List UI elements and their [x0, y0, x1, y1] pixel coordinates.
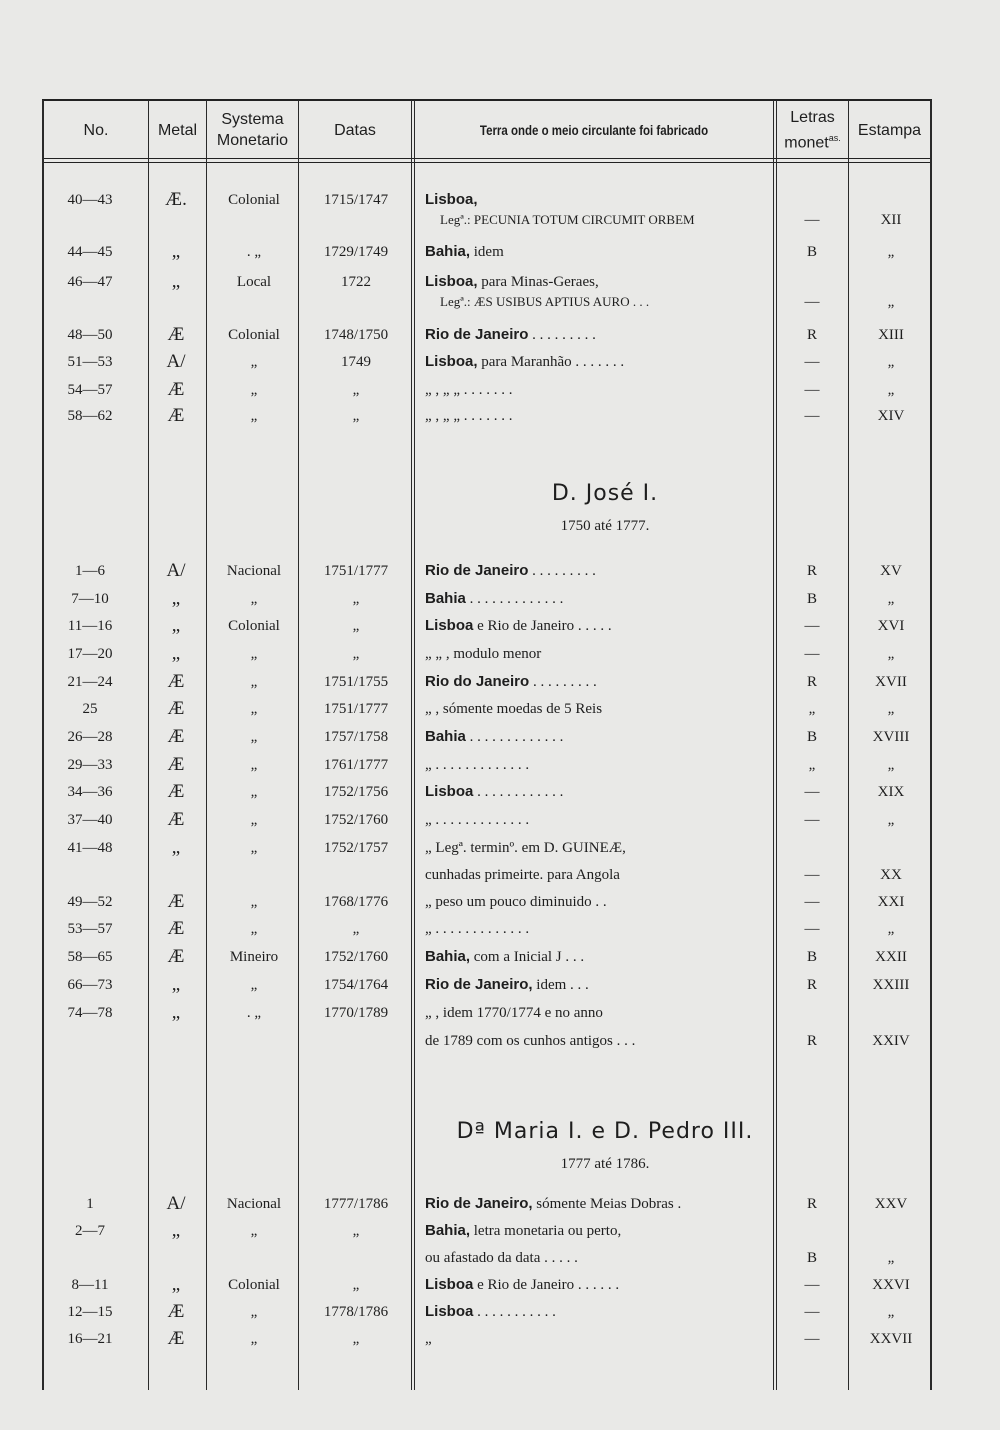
cell-no: 58—62 — [67, 408, 113, 424]
cell-sistema: „ — [250, 784, 258, 800]
cell-terra — [425, 1298, 775, 1326]
header-estampa: Estampa — [857, 121, 922, 139]
cell-sistema: . „ — [246, 1005, 262, 1021]
cell-no: 2—7 — [75, 1223, 105, 1239]
cell-letras: R — [806, 563, 817, 579]
cell-datas: „ — [352, 1331, 360, 1347]
cell-metal: Æ — [167, 781, 185, 802]
cell-metal: Æ — [167, 809, 185, 830]
table-row — [0, 915, 1000, 943]
cell-datas: 1715/1747 — [323, 192, 389, 208]
cell-sistema: „ — [250, 701, 258, 717]
terra-text: . . . . . . . . . . . . . — [469, 729, 564, 745]
cell-letras: — — [804, 408, 820, 424]
cell-metal: A/ — [166, 1193, 186, 1214]
cell-no: 74—78 — [67, 1005, 113, 1021]
table-row — [0, 806, 1000, 834]
cell-terra — [425, 1217, 775, 1245]
cell-sistema: Nacional — [226, 1196, 282, 1212]
cell-datas: „ — [352, 382, 360, 398]
cell-letras: — — [804, 382, 820, 398]
header-letras: Letras monet$^{as.}$ — [784, 108, 841, 152]
terra-text: „ peso um pouco diminuido . . — [425, 894, 607, 910]
cell-no: 11—16 — [67, 618, 113, 634]
terra-text: „ „ , modulo menor — [425, 646, 542, 662]
header-bottom-border-2 — [42, 162, 932, 163]
cell-datas: „ — [352, 1223, 360, 1239]
cell-estampa: „ — [887, 701, 895, 717]
cell-estampa: „ — [887, 354, 895, 370]
cell-letras: „ — [808, 757, 816, 773]
cell-metal: Æ — [167, 405, 185, 426]
cell-metal: „ — [171, 615, 181, 636]
section-dates: 1750 até 1777. — [560, 518, 650, 534]
place-name: Lisboa — [425, 1303, 474, 1320]
cell-no: 66—73 — [67, 977, 113, 993]
table-row — [0, 861, 1000, 889]
cell-datas: 1722 — [341, 274, 371, 290]
cell-datas: 1751/1755 — [323, 674, 389, 690]
table-row — [0, 1244, 1000, 1272]
cell-no: 8—11 — [71, 1277, 109, 1293]
cell-estampa: XVII — [875, 674, 907, 690]
cell-datas: 1754/1764 — [323, 977, 389, 993]
place-name: Lisboa — [425, 617, 474, 634]
terra-text: sómente Meias Dobras . — [536, 1196, 682, 1212]
terra-text: Legª.: PECUNIA TOTUM CIRCUMIT ORBEM — [440, 212, 695, 227]
terra-text: idem — [473, 244, 504, 260]
place-name: Bahia, — [425, 1222, 471, 1239]
cell-metal: „ — [171, 1220, 181, 1241]
header-terra: Terra onde o meio circulante foi fabricado — [479, 121, 709, 138]
cell-terra — [425, 288, 790, 316]
cell-datas: 1749 — [341, 354, 371, 370]
cell-terra — [425, 376, 775, 404]
cell-datas: 1752/1756 — [323, 784, 389, 800]
cell-terra — [425, 1190, 775, 1218]
table-row — [0, 288, 1000, 316]
table-row — [0, 206, 1000, 234]
header-metal: Metal — [157, 121, 198, 139]
cell-estampa: XVIII — [872, 729, 910, 745]
table-row — [0, 1190, 1000, 1218]
cell-letras: R — [806, 1033, 817, 1049]
cell-estampa: XXIII — [872, 977, 910, 993]
terra-text: „ , „ „ . . . . . . . — [425, 408, 513, 424]
terra-text: „ , idem 1770/1774 e no anno — [425, 1005, 603, 1021]
cell-letras: — — [804, 354, 820, 370]
cell-letras: R — [806, 1196, 817, 1212]
cell-estampa: XII — [880, 212, 902, 228]
cell-datas: 1751/1777 — [323, 701, 389, 717]
cell-no: 46—47 — [67, 274, 113, 290]
place-name: Bahia, — [425, 243, 471, 260]
cell-letras: — — [804, 1277, 820, 1293]
cell-sistema: „ — [250, 354, 258, 370]
section-dates: 1777 até 1786. — [560, 1156, 650, 1172]
cell-no: 40—43 — [67, 192, 113, 208]
cell-no: 7—10 — [71, 591, 109, 607]
cell-sistema: „ — [250, 921, 258, 937]
cell-no: 26—28 — [67, 729, 113, 745]
cell-no: 34—36 — [67, 784, 113, 800]
cell-sistema: „ — [250, 591, 258, 607]
cell-terra — [425, 321, 775, 349]
terra-text: „ . . . . . . . . . . . . . — [425, 757, 530, 773]
cell-sistema: „ — [250, 894, 258, 910]
place-name: Rio de Janeiro, — [425, 976, 533, 993]
place-name: Rio de Janeiro — [425, 562, 529, 579]
cell-sistema: Colonial — [228, 192, 280, 208]
terra-text: para Minas-Geraes, — [481, 274, 599, 290]
cell-datas: „ — [352, 591, 360, 607]
cell-sistema: „ — [250, 1304, 258, 1320]
cell-terra — [425, 668, 775, 696]
table-row — [0, 612, 1000, 640]
cell-terra — [425, 915, 775, 943]
cell-letras: B — [806, 729, 817, 745]
cell-no: 44—45 — [67, 244, 113, 260]
cell-sistema: Colonial — [228, 327, 280, 343]
cell-terra — [425, 612, 775, 640]
cell-metal: „ — [171, 271, 181, 292]
cell-metal: „ — [171, 1274, 181, 1295]
cell-datas: 1768/1776 — [323, 894, 389, 910]
cell-datas: 1761/1777 — [323, 757, 389, 773]
place-name: Bahia — [425, 590, 466, 607]
cell-terra — [425, 585, 775, 613]
section-title: D. José I. — [551, 481, 659, 506]
cell-datas: „ — [352, 646, 360, 662]
cell-letras: R — [806, 327, 817, 343]
cell-no: 16—21 — [67, 1331, 113, 1347]
cell-letras: — — [804, 812, 820, 828]
place-name: Lisboa, — [425, 273, 478, 290]
header-no: No. — [83, 121, 109, 139]
table-row — [0, 640, 1000, 668]
table-row — [0, 1027, 1000, 1055]
cell-datas: 1770/1789 — [323, 1005, 389, 1021]
cell-sistema: „ — [250, 1223, 258, 1239]
cell-terra — [425, 834, 775, 862]
table-row — [0, 348, 1000, 376]
header-datas: Datas — [334, 121, 376, 139]
cell-no: 1—6 — [75, 563, 105, 579]
table-row — [0, 778, 1000, 806]
cell-letras: — — [804, 618, 820, 634]
cell-sistema: Mineiro — [229, 949, 279, 965]
table-row — [0, 585, 1000, 613]
cell-terra — [425, 238, 775, 266]
cell-letras: „ — [808, 701, 816, 717]
terra-text: e Rio de Janeiro . . . . . . — [477, 1277, 620, 1293]
cell-terra — [425, 640, 775, 668]
cell-estampa: „ — [887, 244, 895, 260]
cell-estampa: XVI — [877, 618, 905, 634]
table-row — [0, 557, 1000, 585]
cell-letras: B — [806, 244, 817, 260]
cell-letras: — — [804, 1304, 820, 1320]
cell-estampa: „ — [887, 591, 895, 607]
cell-terra — [425, 1027, 775, 1055]
cell-sistema: Colonial — [228, 618, 280, 634]
cell-sistema: „ — [250, 646, 258, 662]
cell-no: 58—65 — [67, 949, 113, 965]
cell-letras: — — [804, 212, 820, 228]
cell-no: 49—52 — [67, 894, 113, 910]
cell-sistema: Local — [236, 274, 272, 290]
terra-text: Legª.: ÆS USIBUS APTIUS AURO . . . — [440, 294, 650, 309]
cell-estampa: XXI — [877, 894, 905, 910]
terra-text: . . . . . . . . . . . . . — [469, 591, 564, 607]
cell-metal: Æ — [167, 918, 185, 939]
cell-terra — [425, 943, 775, 971]
cell-sistema: „ — [250, 729, 258, 745]
cell-datas: 1752/1760 — [323, 949, 389, 965]
cell-datas: 1729/1749 — [323, 244, 389, 260]
cell-sistema: „ — [250, 674, 258, 690]
cell-terra — [425, 778, 775, 806]
cell-metal: A/ — [166, 560, 186, 581]
cell-estampa: „ — [887, 294, 895, 310]
cell-terra — [425, 888, 775, 916]
table-row — [0, 1271, 1000, 1299]
cell-sistema: . „ — [246, 244, 262, 260]
cell-terra — [425, 999, 775, 1027]
cell-datas: 1752/1757 — [323, 840, 389, 856]
cell-letras: R — [806, 674, 817, 690]
cell-letras: B — [806, 591, 817, 607]
cell-sistema: „ — [250, 408, 258, 424]
cell-estampa: XXII — [875, 949, 907, 965]
cell-terra — [425, 751, 775, 779]
cell-datas: 1777/1786 — [323, 1196, 389, 1212]
cell-metal: „ — [171, 1002, 181, 1023]
terra-text: . . . . . . . . . . . . — [477, 784, 564, 800]
terra-text: „ , „ „ . . . . . . . — [425, 382, 513, 398]
table-row — [0, 402, 1000, 430]
cell-estampa: „ — [887, 812, 895, 828]
cell-letras: — — [804, 867, 820, 883]
place-name: Rio de Janeiro, — [425, 1195, 533, 1212]
cell-metal: Æ — [167, 1328, 185, 1349]
cell-letras: — — [804, 784, 820, 800]
cell-sistema: Nacional — [226, 563, 282, 579]
table-row — [0, 834, 1000, 862]
table-row — [0, 751, 1000, 779]
cell-estampa: „ — [887, 646, 895, 662]
terra-text: e Rio de Janeiro . . . . . — [477, 618, 612, 634]
cell-letras: — — [804, 294, 820, 310]
cell-sistema: „ — [250, 977, 258, 993]
cell-metal: Æ — [167, 379, 185, 400]
cell-terra — [425, 723, 775, 751]
cell-metal: A/ — [166, 351, 186, 372]
terra-text: com a Inicial J . . . — [473, 949, 585, 965]
terra-text: de 1789 com os cunhos antigos . . . — [425, 1033, 636, 1049]
cell-no: 21—24 — [67, 674, 113, 690]
table-row — [0, 999, 1000, 1027]
table-row — [0, 723, 1000, 751]
cell-estampa: XIV — [877, 408, 905, 424]
terra-text: . . . . . . . . . . . — [477, 1304, 556, 1320]
cell-estampa: XXVI — [872, 1277, 910, 1293]
terra-text: „ , sómente moedas de 5 Reis — [425, 701, 603, 717]
cell-no: 25 — [82, 701, 98, 717]
table-row — [0, 1325, 1000, 1353]
cell-no: 53—57 — [67, 921, 113, 937]
cell-metal: „ — [171, 588, 181, 609]
cell-estampa: „ — [887, 757, 895, 773]
table-row — [0, 695, 1000, 723]
table-row — [0, 376, 1000, 404]
cell-no: 54—57 — [67, 382, 113, 398]
cell-terra — [425, 206, 790, 234]
cell-letras: R — [806, 977, 817, 993]
cell-sistema: „ — [250, 382, 258, 398]
terra-text: „ . . . . . . . . . . . . . — [425, 812, 530, 828]
cell-estampa: XIII — [878, 327, 904, 343]
cell-metal: Æ — [167, 324, 185, 345]
cell-metal: Æ — [167, 946, 185, 967]
cell-datas: 1748/1750 — [323, 327, 389, 343]
cell-datas: 1778/1786 — [323, 1304, 389, 1320]
terra-text: . . . . . . . . . — [532, 327, 596, 343]
terra-text: „ — [425, 1331, 432, 1347]
cell-terra — [425, 402, 775, 430]
cell-letras: — — [804, 921, 820, 937]
table-row — [0, 971, 1000, 999]
cell-datas: „ — [352, 618, 360, 634]
cell-estampa: „ — [887, 921, 895, 937]
terra-text: idem . . . — [536, 977, 589, 993]
cell-terra — [425, 1325, 775, 1353]
cell-letras: — — [804, 646, 820, 662]
cell-estampa: „ — [887, 1304, 895, 1320]
cell-letras: — — [804, 1331, 820, 1347]
cell-estampa: XV — [880, 563, 902, 579]
cell-terra — [425, 861, 775, 889]
cell-terra — [425, 806, 775, 834]
cell-datas: „ — [352, 1277, 360, 1293]
cell-datas: „ — [352, 921, 360, 937]
cell-no: 1 — [86, 1196, 94, 1212]
section-title: Dª Maria I. e D. Pedro III. — [456, 1119, 754, 1144]
table-row — [0, 668, 1000, 696]
cell-metal: Æ — [167, 671, 185, 692]
cell-estampa: XXVII — [869, 1331, 913, 1347]
cell-sistema: „ — [250, 812, 258, 828]
cell-metal: Æ. — [165, 189, 187, 210]
terra-text: para Maranhão . . . . . . . — [481, 354, 625, 370]
cell-metal: Æ — [167, 726, 185, 747]
cell-metal: „ — [171, 241, 181, 262]
place-name: Bahia, — [425, 948, 471, 965]
cell-sistema: Colonial — [228, 1277, 280, 1293]
cell-metal: Æ — [167, 754, 185, 775]
terra-text: . . . . . . . . . — [532, 563, 596, 579]
cell-estampa: XXIV — [872, 1033, 910, 1049]
cell-estampa: XIX — [877, 784, 905, 800]
table-row — [0, 238, 1000, 266]
cell-terra — [425, 1271, 775, 1299]
place-name: Lisboa — [425, 1276, 474, 1293]
cell-estampa: XXV — [874, 1196, 908, 1212]
cell-sistema: „ — [250, 840, 258, 856]
cell-no: 12—15 — [67, 1304, 113, 1320]
cell-metal: „ — [171, 974, 181, 995]
place-name: Rio de Janeiro — [425, 326, 529, 343]
cell-letras: B — [806, 949, 817, 965]
cell-no: 41—48 — [67, 840, 113, 856]
cell-terra — [425, 971, 775, 999]
cell-metal: Æ — [167, 1301, 185, 1322]
table-row — [0, 1298, 1000, 1326]
cell-datas: „ — [352, 408, 360, 424]
table-row — [0, 888, 1000, 916]
table-row — [0, 321, 1000, 349]
cell-datas: 1757/1758 — [323, 729, 389, 745]
cell-letras: — — [804, 894, 820, 910]
terra-text: ou afastado da data . . . . . — [425, 1250, 578, 1266]
terra-text: . . . . . . . . . — [532, 674, 597, 690]
cell-no: 51—53 — [67, 354, 113, 370]
terra-text: „ Legª. terminº. em D. GUINEÆ, — [425, 840, 626, 856]
cell-terra — [425, 348, 775, 376]
cell-datas: 1752/1760 — [323, 812, 389, 828]
cell-sistema: „ — [250, 1331, 258, 1347]
table-row — [0, 1217, 1000, 1245]
cell-no: 48—50 — [67, 327, 113, 343]
terra-text: „ . . . . . . . . . . . . . — [425, 921, 530, 937]
terra-text: cunhadas primeirte. para Angola — [425, 867, 620, 883]
place-name: Lisboa — [425, 783, 474, 800]
place-name: Bahia — [425, 728, 466, 745]
cell-estampa: „ — [887, 382, 895, 398]
header-systema: Systema Monetario — [216, 111, 289, 149]
cell-letras: B — [806, 1250, 817, 1266]
cell-terra — [425, 557, 775, 585]
table-row — [0, 943, 1000, 971]
cell-metal: Æ — [167, 891, 185, 912]
place-name: Lisboa, — [425, 191, 478, 208]
cell-metal: Æ — [167, 698, 185, 719]
cell-estampa: XX — [880, 867, 902, 883]
cell-metal: „ — [171, 643, 181, 664]
place-name: Lisboa, — [425, 353, 478, 370]
cell-terra — [425, 695, 775, 723]
cell-no: 29—33 — [67, 757, 113, 773]
place-name: Rio do Janeiro — [425, 673, 530, 690]
terra-text: letra monetaria ou perto, — [473, 1223, 622, 1239]
cell-terra — [425, 1244, 775, 1272]
cell-datas: 1751/1777 — [323, 563, 389, 579]
cell-metal: „ — [171, 837, 181, 858]
cell-estampa: „ — [887, 1250, 895, 1266]
cell-no: 17—20 — [67, 646, 113, 662]
cell-sistema: „ — [250, 757, 258, 773]
cell-no: 37—40 — [67, 812, 113, 828]
